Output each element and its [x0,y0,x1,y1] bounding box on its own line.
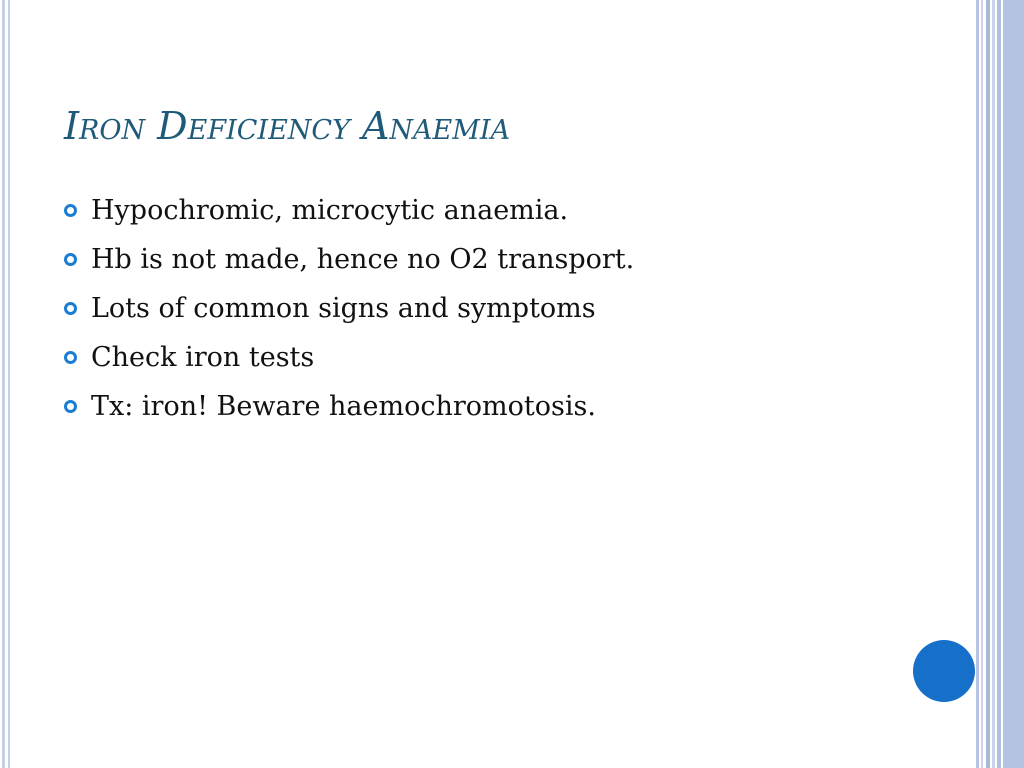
ring-bullet-icon [64,351,77,364]
ring-bullet-icon [64,204,77,217]
bullet-text: Hb is not made, hence no O2 transport. [91,244,635,275]
bullet-list [64,186,634,431]
bullet-text: Hypochromic, microcytic anaemia. [91,195,569,226]
bullet-text: Check iron tests [91,342,315,373]
right-stripe [992,0,995,768]
bullet-item [64,284,634,333]
ring-bullet-icon [64,302,77,315]
decorative-circle [913,640,975,702]
left-border-line-inner [8,0,10,768]
right-stripe [997,0,1001,768]
bullet-text: Tx: iron! Beware haemochromotosis. [91,391,596,422]
bullet-item [64,333,634,382]
right-stripe [976,0,979,768]
bullet-text: Lots of common signs and symptoms [91,293,596,324]
left-border-line [2,0,5,768]
ring-bullet-icon [64,400,77,413]
slide-title: Iron Deficiency Anaemia [64,104,511,148]
bullet-item [64,235,634,284]
bullet-item [64,186,634,235]
right-stripe [981,0,983,768]
right-stripe [986,0,990,768]
bullet-item [64,382,634,431]
right-stripe-wide [1003,0,1024,768]
ring-bullet-icon [64,253,77,266]
